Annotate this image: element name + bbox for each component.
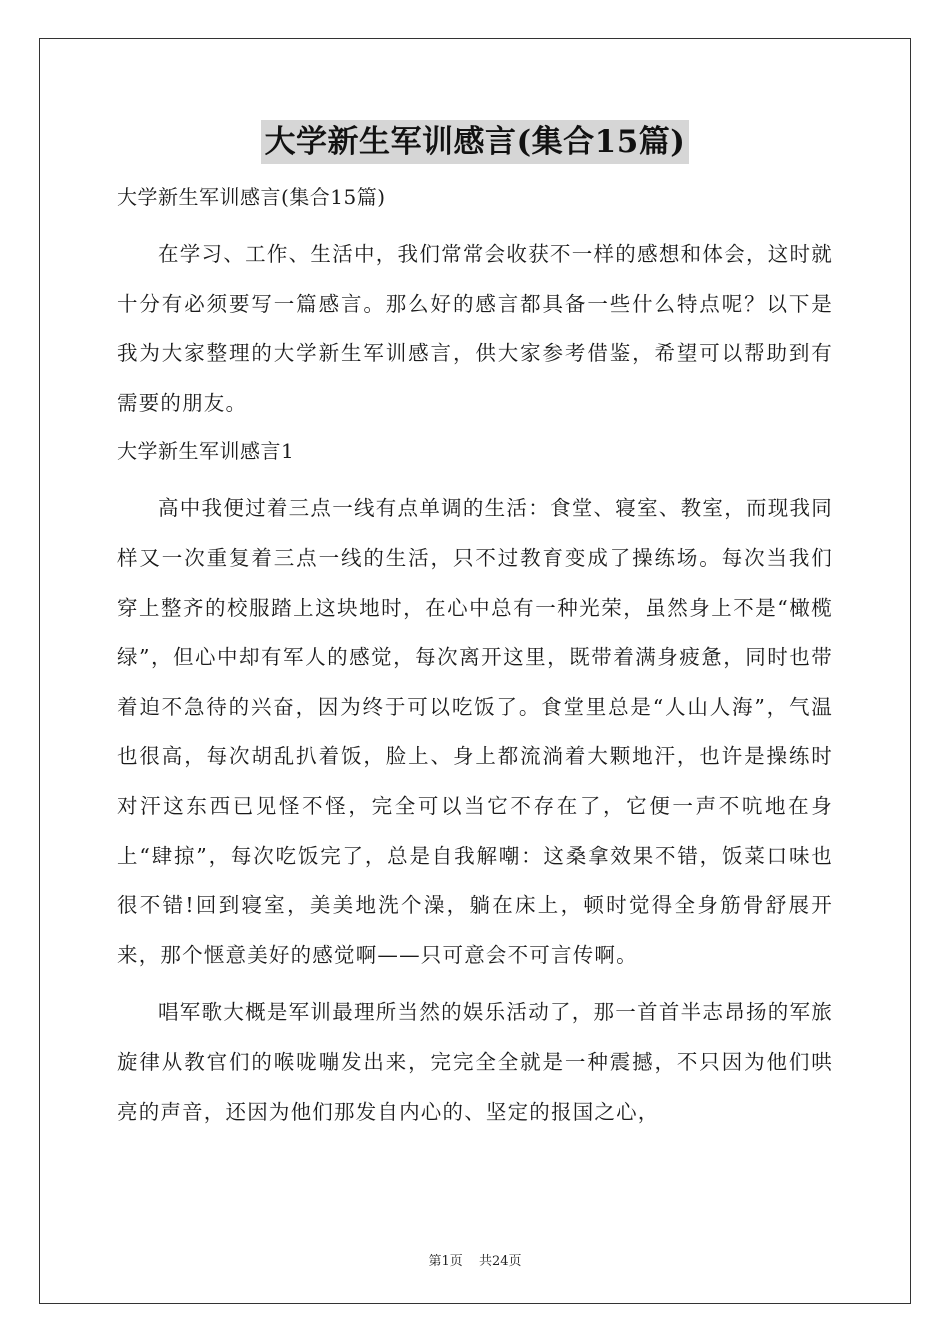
document-subtitle: 大学新生军训感言(集合15篇) — [117, 185, 386, 209]
page-number: 第1页 — [428, 1254, 463, 1269]
intro-paragraph: 在学习、工作、生活中，我们常常会收获不一样的感想和体会，这时就十分有必须要写一篇感言。那么好的感言都具备一些什么特点呢？以下是我为大家整理的大学新生军训感言，供大家参考借鉴，希望可以帮助到有需要的朋友。 — [117, 242, 833, 415]
document-body — [117, 120, 833, 1145]
page-footer — [0, 1250, 950, 1269]
page-total: 共24页 — [478, 1254, 522, 1269]
section-heading-1: 大学新生军训感言1 — [117, 439, 295, 464]
title-wrap — [117, 120, 833, 168]
section-1-paragraph-1: 高中我便过着三点一线有点单调的生活：食堂、寝室、教室，而现我同样又一次重复着三点一线的生活，只不过教育变成了操练场。每次当我们穿上整齐的校服踏上这块地时，在心中总有一种光荣，虽然身上不是“橄榄绿”，但心中却有军人的感觉，每次离开这里，既带着满身疲惫，同时也带着迫不急待的兴奋，因为终于可以吃饭了。食堂里总是“人山人海”，气温也很高，每次胡乱扒着饭，脸上、身上都流淌着大颗地汗，也许是操练时对汗这东西已见怪不怪，完全可以当它不存在了，它便一声不吭地在身上“肆掠”，每次吃饭完了，总是自我解嘲：这桑拿效果不错，饭菜口味也很不错!回到寝室，美美地洗个澡，躺在床上，顿时觉得全身筋骨舒展开来，那个惬意美好的感觉啊——只可意会不可言传啊。 — [117, 496, 833, 967]
document-title: 大学新生军训感言(集合15篇) — [261, 120, 690, 164]
section-1-paragraph-2: 唱军歌大概是军训最理所当然的娱乐活动了，那一首首半志昂扬的军旅旋律从教官们的喉咙嘣发出来，完完全全就是一种震撼，不只因为他们哄亮的声音，还因为他们那发自内心的、坚定的报国之心， — [117, 1000, 833, 1124]
